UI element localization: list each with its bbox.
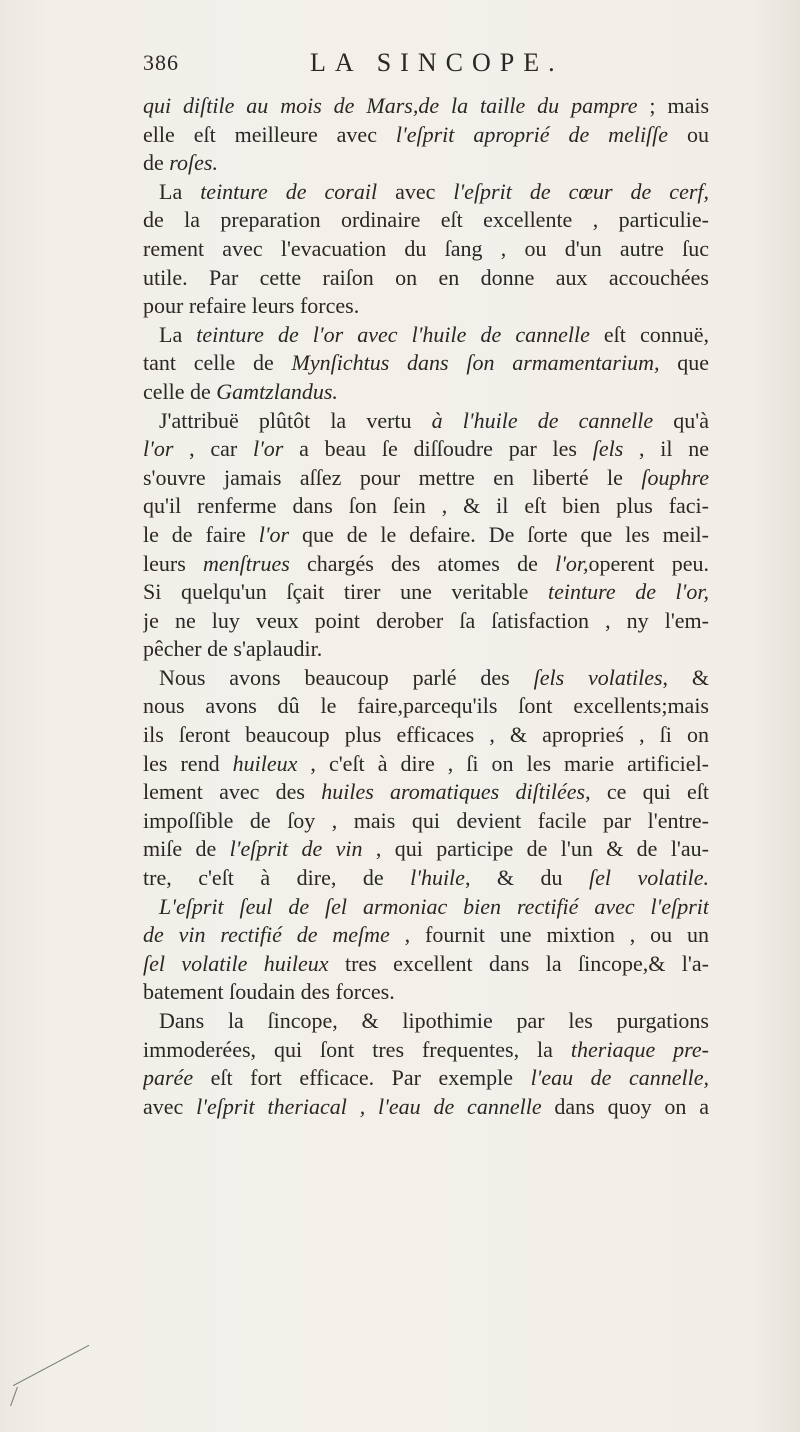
italic-text: L'eſprit ſeul de ſel armoniac bien rectifié avec l'eſprit xyxy=(159,893,709,919)
text-line xyxy=(143,750,709,779)
italic-text: l'eſprit de cœur de cerf, xyxy=(453,178,709,204)
text-segment: leurs xyxy=(143,550,203,576)
text-line xyxy=(143,835,709,864)
text-line xyxy=(143,492,709,521)
text-line xyxy=(143,607,709,636)
text-line xyxy=(143,950,709,979)
margin-mark xyxy=(13,1345,89,1386)
text-line xyxy=(143,321,709,350)
text-segment: s'ouvre jamais aſſez pour mettre en liberté le xyxy=(143,464,642,490)
italic-text: l'eau de cannelle, xyxy=(530,1065,709,1091)
text-line xyxy=(143,807,709,836)
italic-text: l'or xyxy=(258,521,290,547)
text-segment: , & du xyxy=(464,865,590,891)
text-line xyxy=(143,121,709,150)
italic-text: ſels volatiles xyxy=(533,664,663,690)
text-line xyxy=(143,664,709,693)
text-segment: rement avec l'evacuation du ſang , ou d'un autre ſuc xyxy=(143,235,709,261)
text-line xyxy=(143,1036,709,1065)
italic-text: huileux xyxy=(232,750,298,776)
text-segment: La xyxy=(159,321,197,347)
italic-text: teinture de l'or, xyxy=(547,579,709,605)
text-segment: nous avons dû le faire,parcequ'ils ſont excellents;mais xyxy=(143,693,709,719)
italic-text: teinture de corail xyxy=(200,178,378,204)
text-line xyxy=(143,464,709,493)
text-segment: avec xyxy=(143,1093,197,1119)
text-line xyxy=(143,178,709,207)
text-segment: Nous avons beaucoup parlé des xyxy=(159,664,534,690)
text-line xyxy=(143,635,709,664)
italic-text: l'or xyxy=(252,436,284,462)
italic-text: ſel volatile. xyxy=(589,865,709,891)
italic-text: Gamtzlandus. xyxy=(216,378,338,404)
text-segment: chargés des atomes de xyxy=(289,550,556,576)
text-segment: les rend xyxy=(143,750,233,776)
text-segment: eſt connuë, xyxy=(589,321,709,347)
italic-text: ſel volatile huileux xyxy=(143,950,329,976)
text-line xyxy=(143,378,709,407)
text-line xyxy=(143,92,709,121)
text-segment: ou xyxy=(668,121,709,147)
text-segment: , car xyxy=(173,436,253,462)
text-segment: le de faire xyxy=(143,521,259,547)
text-segment: celle de xyxy=(143,378,217,404)
italic-text: l'eſprit de vin xyxy=(229,836,363,862)
text-segment: Si quelqu'un ſçait tirer une veritable xyxy=(143,579,548,605)
text-line xyxy=(143,1007,709,1036)
text-segment: utile. Par cette raiſon on en donne aux accouchées xyxy=(143,264,709,290)
text-segment: dans quoy on a xyxy=(541,1093,709,1119)
italic-text: teinture de l'or avec l'huile de cannelle xyxy=(196,321,590,347)
text-line xyxy=(143,149,709,178)
text-segment: tant celle de xyxy=(143,350,292,376)
text-segment: de xyxy=(143,150,170,176)
text-segment: je ne luy veux point derober ſa ſatisfaction , ny l'em- xyxy=(143,607,709,633)
text-line xyxy=(143,521,709,550)
italic-text: huiles aromatiques diſtilées xyxy=(321,779,586,805)
text-segment: ; mais xyxy=(637,93,709,118)
italic-text: parée xyxy=(143,1065,194,1091)
italic-text: l'eſprit aproprié de meliſſe xyxy=(395,121,669,147)
text-segment: elle eſt meilleure avec xyxy=(143,121,396,147)
text-segment: impoſſible de ſoy , mais qui devient facile par l'entre- xyxy=(143,807,709,833)
text-line xyxy=(143,235,709,264)
text-segment: , c'eſt à dire , ſi on les marie artificiel- xyxy=(297,750,709,776)
text-segment: La xyxy=(159,178,201,204)
text-line xyxy=(143,921,709,950)
text-segment: , qui participe de l'un & de l'au- xyxy=(362,836,709,862)
italic-text: l'eſprit theriacal , l'eau de cannelle xyxy=(196,1093,542,1119)
text-line xyxy=(143,893,709,922)
text-segment: qu'il renferme dans ſon ſein , & il eſt bien plus faci- xyxy=(143,493,709,519)
text-segment: qu'à xyxy=(653,407,709,433)
running-title: LA SINCOPE. xyxy=(310,48,564,77)
text-segment: miſe de xyxy=(143,836,230,862)
text-segment: batement ſoudain des forces. xyxy=(143,979,395,1005)
text-segment: pêcher de s'aplaudir. xyxy=(143,636,323,662)
margin-mark xyxy=(10,1387,18,1406)
text-segment: Dans la ſincope, & lipothimie par les purgations xyxy=(159,1008,709,1033)
text-segment: eſt fort efficace. Par exemple xyxy=(193,1065,531,1091)
italic-text: l'or xyxy=(143,436,174,462)
text-segment: J'attribuë plûtôt la vertu xyxy=(159,407,432,433)
italic-text: ſels xyxy=(592,436,624,462)
body-text xyxy=(143,92,709,1121)
italic-text: de vin rectifié de meſme xyxy=(143,922,390,948)
page-header xyxy=(143,44,703,88)
text-segment: operent peu. xyxy=(588,550,709,576)
text-segment: ils ſeront beaucoup plus efficaces , & aproprieś , ſi on xyxy=(143,722,709,748)
text-line xyxy=(143,1093,709,1122)
text-line xyxy=(143,1064,709,1093)
text-line xyxy=(143,407,709,436)
text-segment: que de le defaire. De ſorte que les meil- xyxy=(289,521,709,547)
text-segment: a beau ſe diſſoudre par les xyxy=(283,436,593,462)
text-line xyxy=(143,978,709,1007)
text-segment: lement avec des xyxy=(143,779,322,805)
text-line xyxy=(143,864,709,893)
text-segment: tre, c'eſt à dire, de xyxy=(143,865,411,891)
text-line xyxy=(143,292,709,321)
text-line xyxy=(143,550,709,579)
text-segment: , il ne xyxy=(623,436,709,462)
text-segment: que xyxy=(659,350,709,376)
text-line xyxy=(143,578,709,607)
text-line xyxy=(143,349,709,378)
text-segment: , ce qui eſt xyxy=(585,779,709,805)
italic-text: l'huile xyxy=(410,865,465,891)
text-line xyxy=(143,435,709,464)
text-line xyxy=(143,778,709,807)
text-line xyxy=(143,206,709,235)
italic-text: theriaque pre- xyxy=(570,1036,709,1062)
text-segment: , fournit une mixtion , ou un xyxy=(389,922,709,948)
page-number: 386 xyxy=(143,50,179,75)
text-line xyxy=(143,721,709,750)
italic-text: à l'huile de cannelle xyxy=(431,407,654,433)
italic-text: ſouphre xyxy=(641,464,709,490)
text-segment: de la preparation ordinaire eſt excellente , particulie- xyxy=(143,207,709,233)
text-segment: avec xyxy=(377,178,454,204)
text-segment: pour refaire leurs forces. xyxy=(143,293,360,319)
italic-text: menſtrues xyxy=(203,550,290,576)
italic-text: Mynſichtus dans ſon armamentarium, xyxy=(291,350,660,376)
text-segment: tres excellent dans la ſincope,& l'a- xyxy=(328,950,709,976)
text-line xyxy=(143,692,709,721)
italic-text: qui diſtile au mois de Mars,de la taille du pampre xyxy=(143,93,638,118)
italic-text: l'or, xyxy=(555,550,589,576)
text-segment: immoderées, qui ſont tres frequentes, la xyxy=(143,1036,571,1062)
italic-text: roſes. xyxy=(169,150,218,176)
text-segment: , & xyxy=(662,664,709,690)
text-line xyxy=(143,264,709,293)
